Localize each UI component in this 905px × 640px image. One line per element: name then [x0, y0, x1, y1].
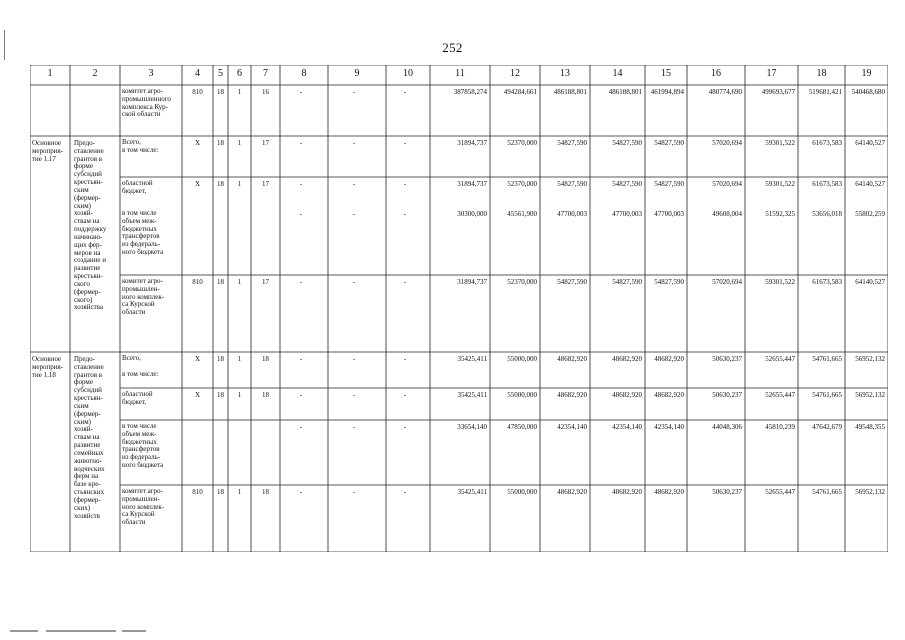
row-continued-value-col13: 486188,801 [553, 89, 587, 96]
measure-1-18-federal-value-col12: 47850,000 [507, 424, 537, 431]
measure-1-17-total-value-col18: 61673,583 [812, 140, 842, 147]
measure-1-18-committee-value-col15: 48682,920 [654, 489, 684, 496]
column-header-4: 4 [195, 68, 200, 79]
row-continued-dash-col10: - [403, 89, 407, 96]
measure-1-17-total-label: Всего, в том числе: [122, 139, 159, 154]
measure-1-17-federal-value-col13: 47700,003 [557, 211, 587, 218]
row-continued-value-col14: 486188,801 [608, 89, 642, 96]
measure-1-17-regional-value-col18: 61673,583 [812, 181, 842, 188]
column-header-14: 14 [612, 68, 623, 79]
measure-1-18-regional-value-col17: 52655,447 [765, 392, 795, 399]
measure-1-17-committee-label: комитет агро- промышлен- ного комплек- са Курской области [122, 278, 165, 317]
measure-1-18-regional-value-col19: 56952,132 [855, 392, 885, 399]
measure-1-17-committee-c6: 1 [237, 279, 242, 286]
measure-1-18-federal-value-col15: 42354,140 [654, 424, 684, 431]
measure-1-17-total-c6: 1 [237, 140, 242, 147]
measure-1-17-title: Основное мероприя- тие 1.17 [32, 140, 64, 163]
measure-1-18-regional-value-col14: 48682,920 [612, 392, 642, 399]
measure-1-17-committee-value-col12: 52370,000 [507, 279, 537, 286]
measure-1-17-total-value-col12: 52370,000 [507, 140, 537, 147]
measure-1-17-regional-c4: X [194, 181, 201, 188]
measure-1-17-committee-value-col14: 54827,590 [612, 279, 642, 286]
measure-1-18-total-value-col18: 54761,665 [812, 356, 842, 363]
measure-1-18-regional-dash-col10: - [403, 392, 407, 399]
measure-1-17-federal-value-col19: 55802,259 [855, 211, 885, 218]
column-header-9: 9 [354, 68, 360, 79]
measure-1-17-regional-value-col17: 59301,522 [765, 181, 795, 188]
measure-1-17-committee-dash-col8: - [299, 279, 303, 286]
row-continued-value-col16: 480774,690 [708, 89, 742, 96]
column-header-7: 7 [263, 68, 268, 79]
measure-1-17-regional-value-col13: 54827,590 [557, 181, 587, 188]
column-header-15: 15 [661, 68, 671, 79]
measure-1-17-regional-label: областной бюджет, [122, 180, 153, 195]
measure-1-18-federal-label: в том числе объем меж- бюджетных трансфертов из федераль- ного бюджета [122, 423, 164, 470]
measure-1-18-regional-dash-col8: - [299, 392, 303, 399]
measure-1-17-total-dash-col9: - [352, 140, 356, 147]
measure-1-17-regional-c5: 18 [217, 181, 224, 188]
row-continued-value-col18: 519681,421 [808, 89, 842, 96]
measure-1-17-regional-value-col12: 52370,000 [507, 181, 537, 188]
column-header-1: 1 [47, 68, 53, 79]
measure-1-18-regional-c4: X [194, 392, 201, 399]
measure-1-18-federal-value-col14: 42354,140 [612, 424, 642, 431]
measure-1-17-total-value-col19: 64140,527 [855, 140, 885, 147]
measure-1-18-federal-value-col16: 44048,306 [712, 424, 742, 431]
row-continued-c7: 16 [262, 89, 269, 96]
measure-1-17-federal-value-col18: 53656,018 [812, 211, 842, 218]
measure-1-17-federal-value-col11: 30300,000 [457, 211, 487, 218]
measure-1-17-regional-value-col15: 54827,590 [654, 181, 684, 188]
measure-1-17-total-value-col14: 54827,590 [612, 140, 642, 147]
measure-1-18-regional-c5: 18 [217, 392, 224, 399]
measure-1-18-regional-dash-col9: - [352, 392, 356, 399]
measure-1-17-regional-dash-col10: - [403, 181, 407, 188]
measure-1-18-title: Основное мероприя- тие 1.18 [32, 356, 64, 379]
measure-1-18-regional-label: областной бюджет, [122, 391, 153, 406]
measure-1-18-committee-value-col13: 48682,920 [557, 489, 587, 496]
measure-1-17-federal-value-col15: 47700,003 [654, 211, 684, 218]
measure-1-17-regional-dash-col8: - [299, 181, 303, 188]
measure-1-18-regional-value-col12: 55000,000 [507, 392, 537, 399]
measure-1-17-regional-c6: 1 [237, 181, 242, 188]
measure-1-18-regional-c7: 18 [262, 392, 269, 399]
measure-1-18-federal-value-col13: 42354,140 [557, 424, 587, 431]
measure-1-18-federal-dash-col8: - [299, 424, 303, 431]
measure-1-18-total-value-col11: 35425,411 [457, 356, 487, 363]
page-number: 252 [442, 40, 463, 55]
measure-1-18-federal-value-col19: 49548,355 [855, 424, 885, 431]
row-continued-value-col19: 540468,680 [851, 89, 885, 96]
column-header-16: 16 [711, 68, 721, 79]
measure-1-18-total-label: Всего, в том числе: [122, 355, 159, 378]
measure-1-17-total-value-col16: 57020,694 [712, 140, 742, 147]
measure-1-18-committee-c7: 18 [262, 489, 269, 496]
row-continued-label: комитет агро- промышленного комплекса Кур- ской области [122, 88, 171, 119]
measure-1-18-total-c4: X [194, 356, 201, 363]
row-continued-value-col17: 499693,677 [761, 89, 795, 96]
measure-1-18-committee-value-col16: 50630,237 [712, 489, 742, 496]
measure-1-18-regional-value-col15: 48682,920 [654, 392, 684, 399]
measure-1-18-total-value-col13: 48682,920 [557, 356, 587, 363]
measure-1-18-committee-dash-col10: - [403, 489, 407, 496]
measure-1-18-federal-dash-col10: - [403, 424, 407, 431]
measure-1-17-federal-label: в том числе объем меж- бюджетных трансфертов из федераль- ного бюджета [122, 210, 164, 257]
measure-1-18-description: Предо- ставление грантов в форме субсидий крестьян- ским (фермер- ским) хозяй- ствам на развитие семейных животно- водческих ферм на базе кре- стьянских (фермер- ских) хозяйств [74, 356, 105, 520]
measure-1-17-federal-value-col12: 45561,900 [507, 211, 537, 218]
measure-1-17-total-value-col15: 54827,590 [654, 140, 684, 147]
column-header-12: 12 [510, 68, 520, 79]
measure-1-18-total-value-col15: 48682,920 [654, 356, 684, 363]
measure-1-17-federal-dash-col9: - [352, 211, 356, 218]
measure-1-18-federal-value-col11: 33654,140 [457, 424, 487, 431]
column-header-6: 6 [237, 68, 242, 79]
measure-1-17-total-value-col13: 54827,590 [557, 140, 587, 147]
measure-1-17-committee-c7: 17 [262, 279, 269, 286]
measure-1-18-committee-c5: 18 [217, 489, 224, 496]
measure-1-18-total-value-col17: 52655,447 [765, 356, 795, 363]
row-continued-value-col11: 387858,274 [453, 89, 487, 96]
measure-1-18-total-dash-col10: - [403, 356, 407, 363]
measure-1-17-committee-value-col17: 59301,522 [765, 279, 795, 286]
column-header-5: 5 [218, 68, 223, 79]
measure-1-17-regional-value-col11: 31894,737 [457, 181, 487, 188]
row-continued-c4: 810 [192, 89, 203, 96]
measure-1-18-committee-dash-col9: - [352, 489, 356, 496]
measure-1-18-total-value-col12: 55000,000 [507, 356, 537, 363]
measure-1-17-federal-dash-col8: - [299, 211, 303, 218]
row-continued-dash-col9: - [352, 89, 356, 96]
measure-1-17-committee-value-col11: 31894,737 [457, 279, 487, 286]
measure-1-18-total-value-col19: 56952,132 [855, 356, 885, 363]
column-header-3: 3 [148, 68, 154, 79]
measure-1-18-federal-value-col17: 45810,239 [765, 424, 795, 431]
measure-1-18-total-c6: 1 [237, 356, 242, 363]
measure-1-17-regional-dash-col9: - [352, 181, 356, 188]
scan-artifact [10, 630, 38, 632]
measure-1-17-total-dash-col8: - [299, 140, 303, 147]
measure-1-18-committee-value-col12: 55000,000 [507, 489, 537, 496]
measure-1-17-total-c5: 18 [217, 140, 224, 147]
measure-1-18-total-dash-col8: - [299, 356, 303, 363]
measure-1-18-total-value-col16: 50630,237 [712, 356, 742, 363]
measure-1-18-committee-value-col17: 52655,447 [765, 489, 795, 496]
measure-1-18-committee-label: комитет агро- промышлен- ного комплек- са Курской области [122, 488, 165, 527]
measure-1-17-committee-value-col18: 61673,583 [812, 279, 842, 286]
measure-1-18-regional-value-col13: 48682,920 [557, 392, 587, 399]
measure-1-18-regional-value-col11: 35425,411 [457, 392, 487, 399]
measure-1-17-total-c7: 17 [262, 140, 269, 147]
measure-1-17-federal-value-col14: 47700,003 [612, 211, 642, 218]
measure-1-18-committee-value-col19: 56952,132 [855, 489, 885, 496]
measure-1-18-committee-c6: 1 [237, 489, 242, 496]
measure-1-17-description: Предо- ставление грантов в форме субсидий крестьян- ским (фермер- ским) хозяй- ствам на поддержку начинаю- щих фер- меров на создание и развитие крестьян- ского (фермер- ского) хозяйства [74, 140, 107, 312]
measure-1-17-committee-dash-col10: - [403, 279, 407, 286]
row-continued-value-col12: 494284,661 [503, 89, 537, 96]
column-header-2: 2 [92, 68, 98, 79]
measure-1-18-committee-value-col18: 54761,665 [812, 489, 842, 496]
measure-1-17-total-value-col11: 31894,737 [457, 140, 487, 147]
measure-1-18-federal-dash-col9: - [352, 424, 356, 431]
measure-1-17-committee-dash-col9: - [352, 279, 356, 286]
column-header-18: 18 [816, 68, 827, 79]
measure-1-18-total-dash-col9: - [352, 356, 356, 363]
measure-1-18-federal-value-col18: 47642,679 [812, 424, 842, 431]
measure-1-17-committee-value-col13: 54827,590 [557, 279, 587, 286]
measure-1-18-total-value-col14: 48682,920 [612, 356, 642, 363]
budget-table [30, 65, 888, 552]
measure-1-18-regional-value-col16: 50630,237 [712, 392, 742, 399]
measure-1-17-regional-value-col19: 64140,527 [855, 181, 885, 188]
row-continued-c5: 18 [217, 89, 224, 96]
measure-1-17-committee-c5: 18 [217, 279, 224, 286]
measure-1-18-committee-dash-col8: - [299, 489, 303, 496]
measure-1-17-total-value-col17: 59301,522 [765, 140, 795, 147]
measure-1-17-regional-value-col16: 57020,694 [712, 181, 742, 188]
column-header-8: 8 [301, 68, 307, 79]
column-header-13: 13 [560, 68, 570, 79]
measure-1-17-total-dash-col10: - [403, 140, 407, 147]
measure-1-17-federal-value-col17: 51592,325 [765, 211, 795, 218]
row-continued-dash-col8: - [299, 89, 303, 96]
measure-1-18-committee-value-col14: 48682,920 [612, 489, 642, 496]
measure-1-17-total-c4: X [194, 140, 201, 147]
scan-artifact [46, 630, 116, 632]
measure-1-17-committee-value-col15: 54827,590 [654, 279, 684, 286]
measure-1-18-regional-value-col18: 54761,665 [812, 392, 842, 399]
measure-1-18-total-c7: 18 [262, 356, 269, 363]
measure-1-17-committee-value-col19: 64140,527 [855, 279, 885, 286]
column-header-10: 10 [403, 68, 413, 79]
row-continued-value-col15: 461994,894 [650, 89, 684, 96]
measure-1-18-committee-value-col11: 35425,411 [457, 489, 487, 496]
row-continued-c6: 1 [237, 89, 242, 96]
scan-artifact [122, 630, 146, 632]
column-header-19: 19 [861, 68, 872, 79]
column-header-11: 11 [455, 68, 465, 79]
measure-1-17-committee-c4: 810 [192, 279, 203, 286]
measure-1-18-total-c5: 18 [217, 356, 224, 363]
measure-1-17-federal-dash-col10: - [403, 211, 407, 218]
measure-1-17-regional-value-col14: 54827,590 [612, 181, 642, 188]
measure-1-17-regional-c7: 17 [262, 181, 269, 188]
measure-1-17-committee-value-col16: 57020,694 [712, 279, 742, 286]
column-header-17: 17 [766, 68, 777, 79]
measure-1-17-federal-value-col16: 49608,004 [712, 211, 742, 218]
measure-1-18-regional-c6: 1 [237, 392, 242, 399]
measure-1-18-committee-c4: 810 [192, 489, 203, 496]
